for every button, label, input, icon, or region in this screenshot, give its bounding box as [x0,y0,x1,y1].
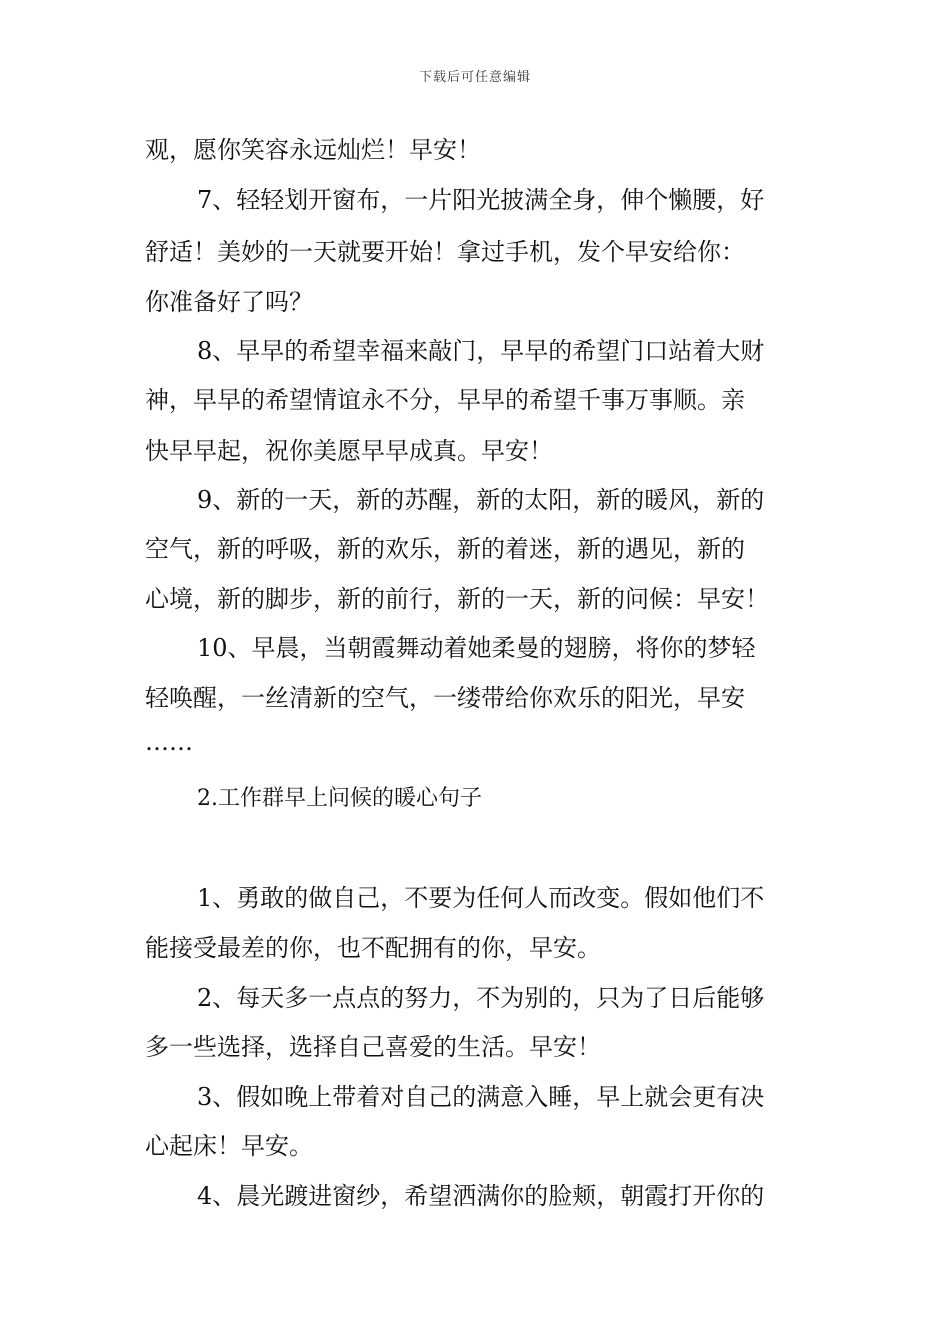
text-line: 2、每天多一点点的努力，不为别的，只为了日后能够 [197,984,765,1012]
text-line: 4、晨光踱进窗纱，希望洒满你的脸颊，朝霞打开你的 [197,1182,765,1210]
text-line: …… [145,728,193,756]
text-line: 轻唤醒，一丝清新的空气，一缕带给你欢乐的阳光，早安 [145,684,745,712]
text-line: 多一些选择，选择自己喜爱的生活。早安！ [145,1033,601,1061]
text-line: 8、早早的希望幸福来敲门，早早的希望门口站着大财 [197,337,765,365]
text-line: 能接受最差的你，也不配拥有的你，早安。 [145,934,601,962]
text-line: 3、假如晚上带着对自己的满意入睡，早上就会更有决 [197,1083,765,1111]
page-header: 下载后可任意编辑 [418,70,531,85]
section-heading: 2.工作群早上问候的暖心句子 [197,786,482,811]
text-line: 观，愿你笑容永远灿烂！早安！ [145,136,481,164]
text-line: 心境，新的脚步，新的前行，新的一天，新的问候：早安！ [145,585,769,613]
text-line: 7、轻轻划开窗布，一片阳光披满全身，伸个懒腰，好 [197,186,765,214]
text-line: 你准备好了吗？ [145,288,313,316]
text-line: 神，早早的希望情谊永不分，早早的希望千事万事顺。亲 [145,386,745,414]
text-line: 1、勇敢的做自己，不要为任何人而改变。假如他们不 [197,884,765,912]
text-line: 心起床！早安。 [145,1132,313,1160]
text-line: 空气，新的呼吸，新的欢乐，新的着迷，新的遇见，新的 [145,535,745,563]
text-line: 10、早晨，当朝霞舞动着她柔曼的翅膀，将你的梦轻 [197,634,756,662]
text-line: 9、新的一天，新的苏醒，新的太阳，新的暖风，新的 [197,486,765,514]
text-line: 舒适！美妙的一天就要开始！拿过手机，发个早安给你： [145,238,745,266]
text-line: 快早早起，祝你美愿早早成真。早安！ [145,437,553,465]
